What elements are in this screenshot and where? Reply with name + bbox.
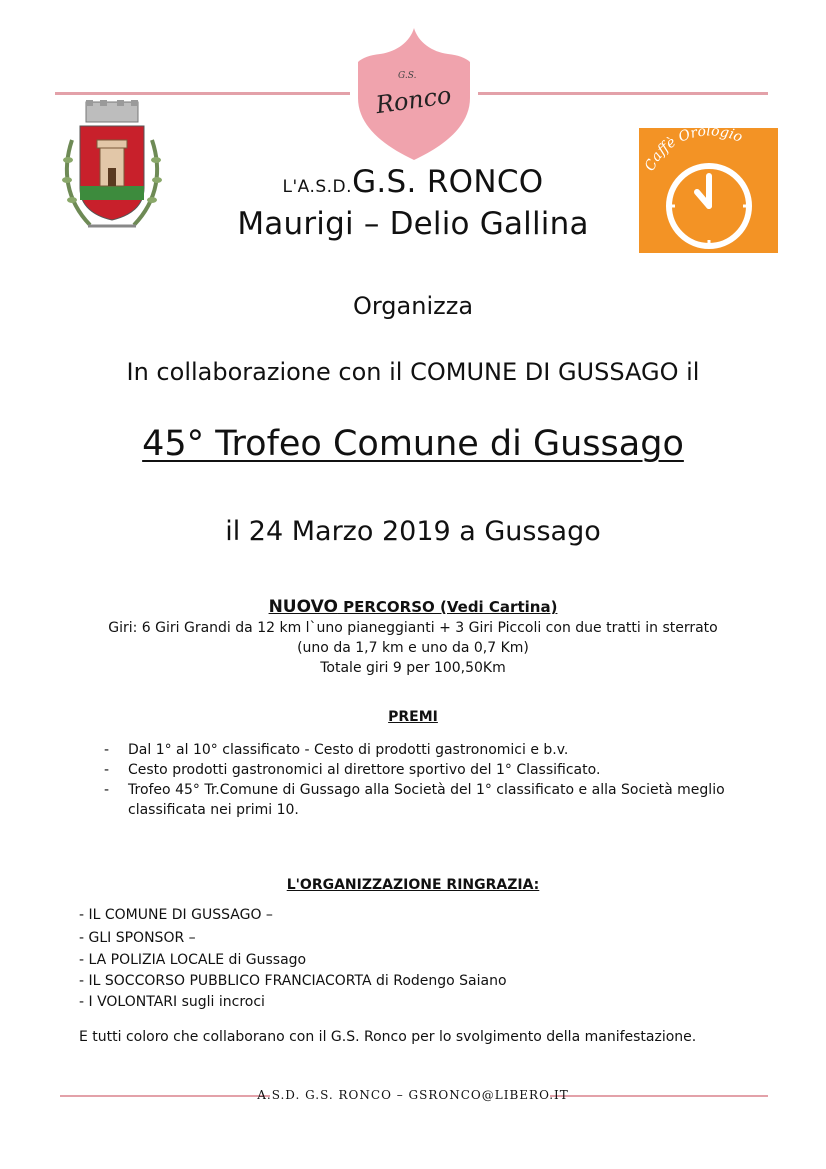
thanks-item: - I VOLONTARI sugli incroci	[79, 994, 265, 1010]
footer-contact: A.S.D. G.S. RONCO – GSRONCO@LIBERO.IT	[257, 1088, 569, 1102]
percorso-heading-new: NUOVO	[268, 597, 338, 617]
organizer-club-line	[0, 164, 826, 200]
premi-heading: PREMI	[388, 709, 438, 725]
closing-sentence: E tutti coloro che collaborano con il G.S. Ronco per lo svolgimento della manifestazione.	[79, 1029, 697, 1045]
event-title: 45° Trofeo Comune di Gussago	[142, 424, 684, 464]
prize-text: Cesto prodotti gastronomici al direttore sportivo del 1° Classificato.	[128, 762, 601, 778]
organizza-label: Organizza	[352, 292, 474, 320]
list-dash: -	[104, 742, 110, 758]
prize-text: Trofeo 45° Tr.Comune di Gussago alla Società del 1° classificato e alla Società meglio classificata nei primi 10.	[128, 782, 725, 818]
list-dash: -	[104, 762, 110, 778]
thanks-item: - IL COMUNE DI GUSSAGO –	[79, 907, 273, 923]
percorso-heading	[0, 597, 826, 617]
percorso-line: Totale giri 9 per 100,50Km	[320, 660, 506, 676]
caffe-logo-text: Caffè Orologio	[641, 128, 745, 174]
header-rule-left	[55, 92, 350, 95]
gs-ronco-shield-logo	[358, 28, 470, 160]
organizer-names: Maurigi – Delio Gallina	[237, 206, 589, 242]
list-dash: -	[104, 782, 110, 798]
club-name: G.S. RONCO	[352, 164, 544, 200]
svg-text:G.S.: G.S.	[398, 71, 417, 81]
thanks-item: - GLI SPONSOR –	[79, 930, 196, 946]
svg-text:Ronco: Ronco	[374, 80, 454, 120]
prize-text: Dal 1° al 10° classificato - Cesto di prodotti gastronomici e b.v.	[128, 742, 569, 758]
ringrazia-heading: L'ORGANIZZAZIONE RINGRAZIA:	[286, 877, 540, 893]
collaboration-line: In collaborazione con il COMUNE DI GUSSAGO il	[126, 358, 700, 386]
event-date: il 24 Marzo 2019 a Gussago	[225, 516, 601, 547]
thanks-item: - LA POLIZIA LOCALE di Gussago	[79, 952, 307, 968]
percorso-heading-rest: PERCORSO (Vedi Cartina)	[337, 598, 558, 616]
thanks-item: - IL SOCCORSO PUBBLICO FRANCIACORTA di Rodengo Saiano	[79, 973, 507, 989]
asd-prefix: L'A.S.D.	[282, 177, 353, 197]
header-rule-right	[478, 92, 768, 95]
percorso-line: (uno da 1,7 km e uno da 0,7 Km)	[297, 640, 529, 656]
percorso-line: Giri: 6 Giri Grandi da 12 km l`uno pianeggianti + 3 Giri Piccoli con due tratti in sterrato	[108, 620, 718, 636]
